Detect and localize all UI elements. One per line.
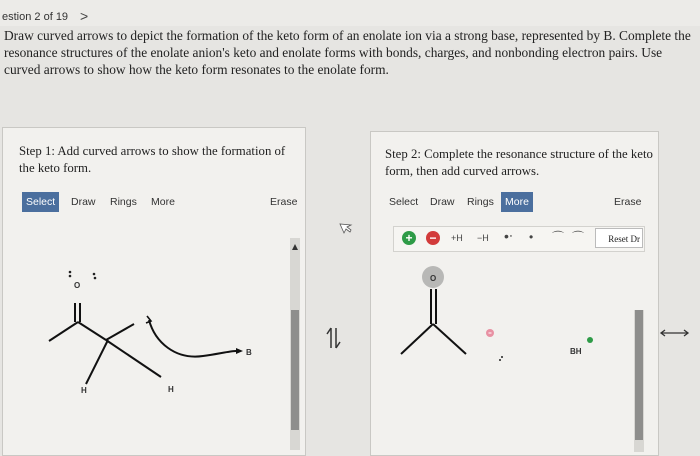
add-charge-icon[interactable]: +	[402, 231, 416, 245]
step2-canvas[interactable]	[371, 132, 658, 455]
step2-bond-left	[401, 324, 433, 354]
step1-hydrogen-atom-1[interactable]: H	[81, 386, 87, 395]
next-question-icon[interactable]: >	[80, 8, 89, 24]
step1-more-tab[interactable]: More	[151, 196, 175, 208]
step2-select-tab[interactable]: Select	[389, 196, 419, 208]
radical-icon[interactable]: •	[529, 230, 534, 244]
step1-draw-tab[interactable]: Draw	[71, 196, 96, 208]
remove-hydrogen-button[interactable]: −H	[477, 233, 489, 243]
add-hydrogen-button[interactable]: +H	[451, 233, 463, 243]
step2-rings-tab[interactable]: Rings	[467, 196, 494, 208]
step1-base-atom[interactable]: B	[246, 348, 252, 357]
step2-more-tab[interactable]: More	[501, 192, 533, 212]
step2-oxygen-atom[interactable]: O	[430, 274, 437, 283]
step1-oxygen-atom[interactable]: O	[74, 281, 81, 290]
question-number: estion 2 of 19	[2, 11, 69, 23]
radical-pair-icon[interactable]: •ᐧ	[504, 228, 513, 244]
double-headed-arrow-icon[interactable]	[661, 330, 688, 336]
equilibrium-arrows-icon	[327, 328, 340, 348]
pointer-cursor-icon	[340, 224, 351, 233]
positive-charge-icon[interactable]	[587, 337, 593, 343]
step1-erase-button[interactable]: Erase	[270, 196, 298, 208]
step1-rings-tab[interactable]: Rings	[110, 196, 137, 208]
step2-base-bh[interactable]: BH	[570, 347, 582, 356]
curved-arrow-half-icon[interactable]: ⌒	[572, 230, 585, 244]
step1-select-tab[interactable]: Select	[22, 192, 59, 212]
step2-prompt: Step 2: Complete the resonance structure of the keto form, then add curved arrows.	[385, 147, 653, 178]
step2-panel	[370, 131, 659, 456]
remove-charge-icon[interactable]: −	[426, 231, 440, 245]
step2-erase-button[interactable]: Erase	[614, 196, 642, 208]
step1-prompt: Step 1: Add curved arrows to show the formation of the keto form.	[19, 144, 286, 175]
question-instructions: Draw curved arrows to depict the formation of the keto form of an enolate ion via a strong base, represented by B. Complete the resonance structures of the enolate anion's keto and enolate forms with bonds, charges, and nonbonding electron pairs. Use curved arrows to show how the keto form resonates to the enolate form.	[4, 28, 691, 77]
step2-draw-tab[interactable]: Draw	[430, 196, 455, 208]
curved-arrow-full-icon[interactable]: ⌒	[552, 230, 565, 244]
step1-hydrogen-atom-2[interactable]: H	[168, 385, 174, 394]
step2-bond-right	[433, 324, 466, 354]
reset-drawing-button[interactable]: Reset Dr	[595, 228, 643, 248]
